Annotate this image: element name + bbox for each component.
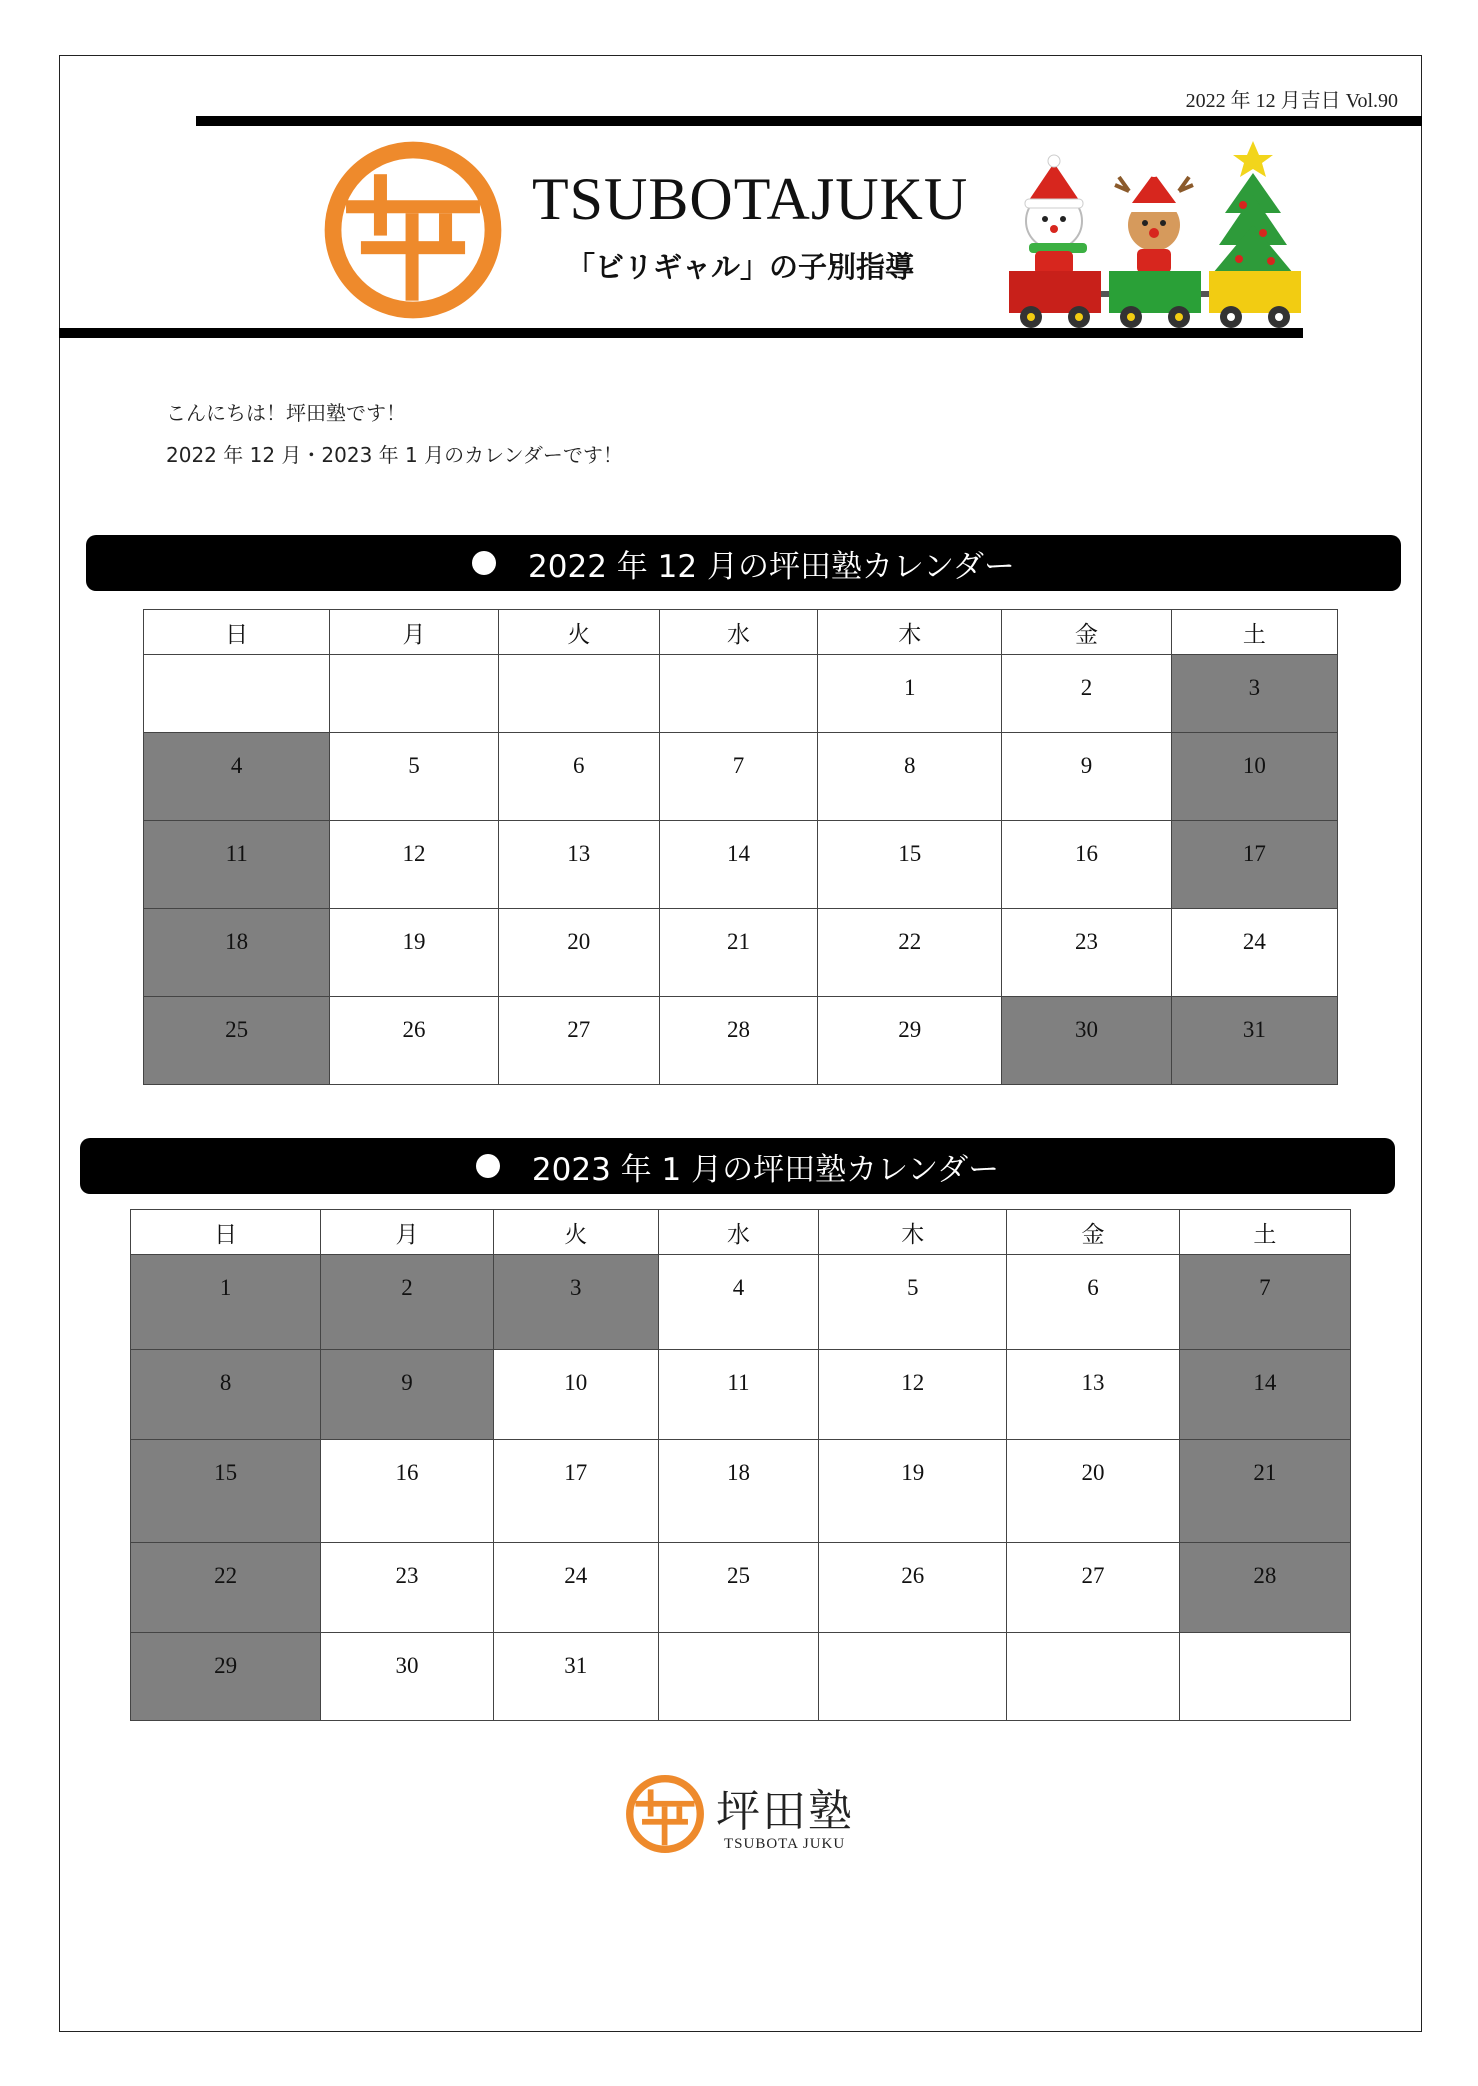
day-cell: 5 <box>819 1255 1007 1350</box>
day-cell-closed: 8 <box>131 1350 321 1440</box>
day-cell-closed: 4 <box>144 733 330 821</box>
day-cell: 16 <box>1002 821 1171 909</box>
weekday-header: 月 <box>321 1210 493 1255</box>
day-cell: 21 <box>659 909 817 997</box>
day-cell-closed: 3 <box>493 1255 658 1350</box>
day-cell <box>330 655 498 733</box>
header-rule-top <box>196 116 1422 126</box>
day-cell <box>819 1633 1007 1721</box>
day-cell: 12 <box>330 821 498 909</box>
weekday-header: 火 <box>493 1210 658 1255</box>
footer-name: 坪田塾 <box>716 1786 854 1837</box>
day-cell-closed: 9 <box>321 1350 493 1440</box>
week-row <box>131 1440 1351 1543</box>
day-cell: 7 <box>659 733 817 821</box>
week-row <box>144 909 1338 997</box>
day-cell: 30 <box>321 1633 493 1721</box>
day-cell: 20 <box>498 909 659 997</box>
day-cell: 2 <box>1002 655 1171 733</box>
day-cell <box>498 655 659 733</box>
day-cell: 23 <box>1002 909 1171 997</box>
day-cell <box>1179 1633 1350 1721</box>
weekday-header: 金 <box>1002 610 1171 655</box>
day-cell: 16 <box>321 1440 493 1543</box>
day-cell: 24 <box>493 1543 658 1633</box>
bullet-icon <box>476 1154 500 1178</box>
day-cell-closed: 10 <box>1171 733 1337 821</box>
day-cell: 6 <box>498 733 659 821</box>
day-cell: 23 <box>321 1543 493 1633</box>
day-cell: 1 <box>818 655 1002 733</box>
day-cell: 25 <box>658 1543 818 1633</box>
day-cell: 26 <box>819 1543 1007 1633</box>
day-cell-closed: 15 <box>131 1440 321 1543</box>
day-cell-closed: 28 <box>1179 1543 1350 1633</box>
day-cell: 20 <box>1007 1440 1179 1543</box>
day-cell <box>658 1633 818 1721</box>
day-cell-closed: 21 <box>1179 1440 1350 1543</box>
day-cell-closed: 3 <box>1171 655 1337 733</box>
day-cell: 4 <box>658 1255 818 1350</box>
day-cell-closed: 18 <box>144 909 330 997</box>
intro-description: 2022 年 12 月・2023 年 1 月のカレンダーです！ <box>166 443 623 467</box>
calendar-banner-december <box>86 535 1401 591</box>
weekday-header-row <box>144 610 1338 655</box>
calendar-january <box>130 1209 1351 1721</box>
brand-title: TSUBOTAJUKU <box>532 166 969 232</box>
day-cell-closed: 29 <box>131 1633 321 1721</box>
day-cell: 24 <box>1171 909 1337 997</box>
weekday-header-row <box>131 1210 1351 1255</box>
day-cell: 10 <box>493 1350 658 1440</box>
day-cell-closed: 1 <box>131 1255 321 1350</box>
week-row <box>131 1543 1351 1633</box>
tsubota-logo-icon <box>320 137 506 323</box>
week-row <box>144 733 1338 821</box>
weekday-header: 金 <box>1007 1210 1179 1255</box>
footer-subtitle: TSUBOTA JUKU <box>724 1836 846 1852</box>
weekday-header: 日 <box>144 610 330 655</box>
day-cell <box>659 655 817 733</box>
day-cell-closed: 2 <box>321 1255 493 1350</box>
day-cell: 6 <box>1007 1255 1179 1350</box>
day-cell: 13 <box>1007 1350 1179 1440</box>
calendar-title: 2022 年 12 月の坪田塾カレンダー <box>528 548 1015 585</box>
day-cell-closed: 22 <box>131 1543 321 1633</box>
day-cell-closed: 7 <box>1179 1255 1350 1350</box>
week-row <box>131 1633 1351 1721</box>
weekday-header: 土 <box>1171 610 1337 655</box>
week-row <box>131 1350 1351 1440</box>
week-row <box>131 1255 1351 1350</box>
day-cell: 27 <box>1007 1543 1179 1633</box>
day-cell: 17 <box>493 1440 658 1543</box>
calendar-banner-january <box>80 1138 1395 1194</box>
weekday-header: 木 <box>819 1210 1007 1255</box>
weekday-header: 土 <box>1179 1210 1350 1255</box>
day-cell: 19 <box>819 1440 1007 1543</box>
day-cell-closed: 14 <box>1179 1350 1350 1440</box>
day-cell: 14 <box>659 821 817 909</box>
day-cell-closed: 17 <box>1171 821 1337 909</box>
day-cell: 18 <box>658 1440 818 1543</box>
day-cell: 8 <box>818 733 1002 821</box>
brand-tagline: 「ビリギャル」の子別指導 <box>566 250 915 284</box>
week-row <box>144 821 1338 909</box>
week-row <box>144 997 1338 1085</box>
day-cell-closed: 31 <box>1171 997 1337 1085</box>
intro-greeting: こんにちは！坪田塾です！ <box>166 401 406 425</box>
day-cell-closed: 11 <box>144 821 330 909</box>
weekday-header: 水 <box>659 610 817 655</box>
day-cell-closed: 30 <box>1002 997 1171 1085</box>
day-cell: 22 <box>818 909 1002 997</box>
day-cell: 13 <box>498 821 659 909</box>
christmas-train-illustration <box>1005 133 1315 333</box>
day-cell: 29 <box>818 997 1002 1085</box>
weekday-header: 水 <box>658 1210 818 1255</box>
day-cell <box>1007 1633 1179 1721</box>
day-cell: 26 <box>330 997 498 1085</box>
weekday-header: 火 <box>498 610 659 655</box>
tsubota-footer-logo-icon <box>624 1773 706 1855</box>
weekday-header: 月 <box>330 610 498 655</box>
day-cell: 15 <box>818 821 1002 909</box>
bullet-icon <box>472 551 496 575</box>
header-rule-bottom <box>59 328 1303 338</box>
day-cell-closed: 25 <box>144 997 330 1085</box>
day-cell <box>144 655 330 733</box>
issue-line: 2022 年 12 月吉日 Vol.90 <box>1185 90 1398 112</box>
calendar-december <box>143 609 1338 1085</box>
day-cell: 19 <box>330 909 498 997</box>
day-cell: 11 <box>658 1350 818 1440</box>
calendar-title: 2023 年 1 月の坪田塾カレンダー <box>531 1151 1000 1188</box>
day-cell: 31 <box>493 1633 658 1721</box>
week-row <box>144 655 1338 733</box>
day-cell: 12 <box>819 1350 1007 1440</box>
day-cell: 5 <box>330 733 498 821</box>
day-cell: 9 <box>1002 733 1171 821</box>
weekday-header: 日 <box>131 1210 321 1255</box>
day-cell: 28 <box>659 997 817 1085</box>
weekday-header: 木 <box>818 610 1002 655</box>
day-cell: 27 <box>498 997 659 1085</box>
